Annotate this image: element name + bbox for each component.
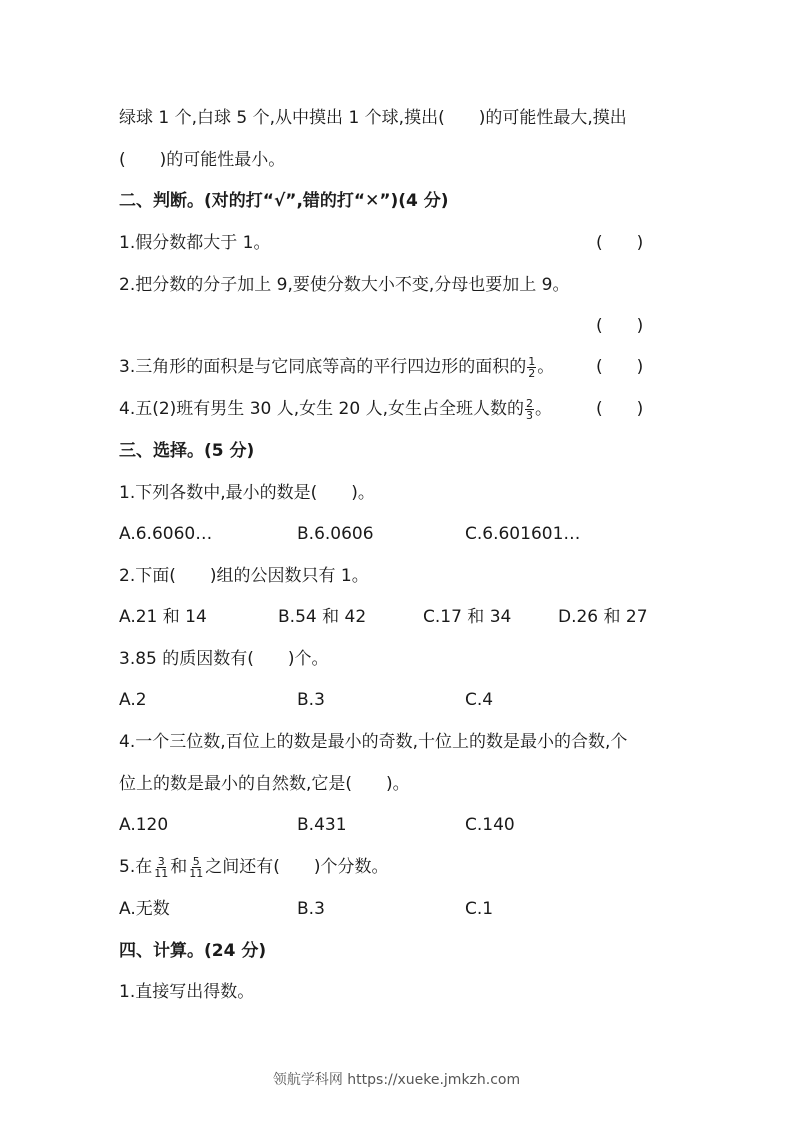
fraction-numerator: 5	[192, 854, 200, 868]
fraction-denominator: 11	[189, 866, 204, 880]
fraction-denominator: 3	[526, 408, 533, 422]
judge-q2: 2.把分数的分子加上 9,要使分数大小不变,分母也要加上 9。	[119, 275, 570, 295]
judge-q3-fraction	[527, 356, 536, 379]
choice-q5	[119, 855, 389, 879]
choice-q2-option-a: A.21 和 14	[119, 607, 207, 627]
choice-q2-option-d: D.26 和 27	[558, 607, 648, 627]
fraction-denominator: 2	[528, 366, 536, 380]
fraction-numerator: 1	[528, 354, 536, 368]
calc-q1: 1.直接写出得数。	[119, 982, 255, 1002]
section4-heading: 四、计算。(24 分)	[119, 941, 267, 961]
choice-q5-option-a: A.无数	[119, 899, 170, 919]
choice-q5-option-b: B.3	[297, 899, 325, 919]
judge-q3	[119, 355, 554, 379]
choice-q2-option-b: B.54 和 42	[278, 607, 367, 627]
judge-q4	[119, 397, 552, 421]
choice-q5-fraction-1	[153, 856, 169, 879]
choice-q5-prefix: 5.在	[119, 857, 153, 877]
choice-q5-mid: 和	[170, 857, 188, 877]
choice-q1-option-a: A.6.6060…	[119, 524, 213, 544]
choice-q4-option-c: C.140	[465, 815, 515, 835]
choice-q4-option-a: A.120	[119, 815, 169, 835]
choice-q1: 1.下列各数中,最小的数是( )。	[119, 483, 375, 503]
judge-q1: 1.假分数都大于 1。	[119, 233, 271, 253]
choice-q4-line-1: 4.一个三位数,百位上的数是最小的奇数,十位上的数是最小的合数,个	[119, 732, 628, 752]
section2-heading: 二、判断。(对的打“√”,错的打“✕”)(4 分)	[119, 191, 449, 211]
choice-q5-fraction-2	[188, 856, 204, 879]
section3-heading: 三、选择。(5 分)	[119, 441, 255, 461]
choice-q3-option-a: A.2	[119, 690, 147, 710]
fraction-numerator: 2	[526, 396, 533, 410]
fraction-denominator: 11	[154, 866, 169, 880]
choice-q3-option-b: B.3	[297, 690, 325, 710]
choice-q4-option-b: B.431	[297, 815, 347, 835]
choice-q1-option-c: C.6.601601…	[465, 524, 581, 544]
choice-q2: 2.下面( )组的公因数只有 1。	[119, 566, 369, 586]
choice-q3: 3.85 的质因数有( )个。	[119, 649, 329, 669]
judge-q4-fraction	[525, 398, 534, 421]
page-footer: 领航学科网 https://xueke.jmkzh.com	[272, 1072, 521, 1088]
judge-q3-end: 。	[537, 357, 555, 377]
intro-line-1: 绿球 1 个,白球 5 个,从中摸出 1 个球,摸出( )的可能性最大,摸出	[119, 108, 627, 128]
choice-q2-option-c: C.17 和 34	[423, 607, 512, 627]
choice-q5-suffix: 之间还有( )个分数。	[205, 857, 389, 877]
judge-q2-answer-paren: ( )	[596, 316, 644, 336]
choice-q3-option-c: C.4	[465, 690, 494, 710]
choice-q5-option-c: C.1	[465, 899, 494, 919]
fraction-numerator: 3	[157, 854, 165, 868]
choice-q1-option-b: B.6.0606	[297, 524, 374, 544]
judge-q4-text: 4.五(2)班有男生 30 人,女生 20 人,女生占全班人数的	[119, 399, 524, 419]
judge-q3-text: 3.三角形的面积是与它同底等高的平行四边形的面积的	[119, 357, 527, 377]
judge-q4-end: 。	[535, 399, 552, 419]
intro-line-2: ( )的可能性最小。	[119, 150, 286, 170]
judge-q3-answer-paren: ( )	[596, 357, 644, 377]
judge-q1-answer-paren: ( )	[596, 233, 644, 253]
judge-q4-answer-paren: ( )	[596, 399, 644, 419]
choice-q4-line-2: 位上的数是最小的自然数,它是( )。	[119, 774, 410, 794]
